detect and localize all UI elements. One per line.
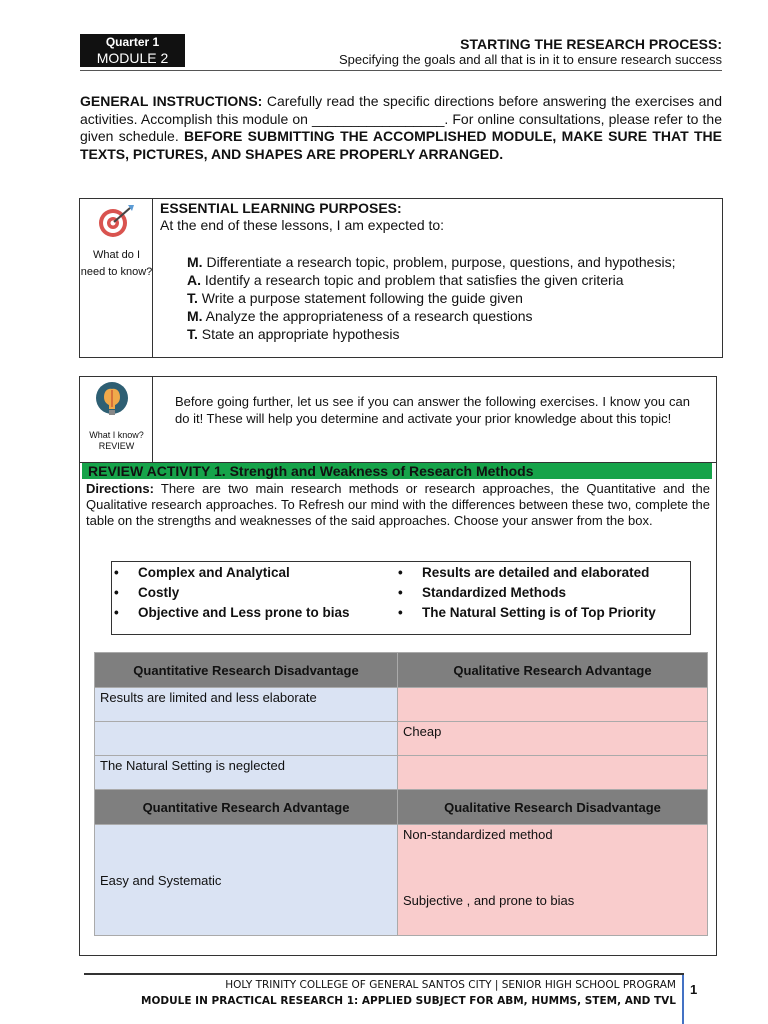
- list-item-text: Write a purpose statement following the guide given: [197, 290, 523, 306]
- target-icon: [96, 203, 136, 239]
- choice-text: Costly: [138, 585, 180, 600]
- bullet-icon: •: [398, 565, 403, 580]
- review-icon-label-2: REVIEW: [98, 441, 135, 451]
- brain-icon: [95, 381, 129, 419]
- list-item: [187, 325, 675, 343]
- header-divider: [80, 70, 722, 71]
- table-header-cell: Qualitative Research Advantage: [398, 653, 708, 688]
- choice-text: Results are detailed and elaborated: [422, 565, 650, 580]
- choices-right-column: [398, 563, 656, 623]
- page-number: 1: [690, 982, 698, 997]
- table-cell: The Natural Setting is neglected: [95, 756, 398, 790]
- learning-title: ESSENTIAL LEARNING PURPOSES:: [160, 200, 402, 216]
- table-cell: [398, 825, 708, 936]
- page-title: STARTING THE RESEARCH PROCESS:: [460, 36, 722, 52]
- answer-choices-box: [111, 561, 691, 635]
- learning-icon-column: [80, 199, 153, 357]
- activity-title: REVIEW ACTIVITY 1. Strength and Weakness of Research Methods: [88, 463, 534, 479]
- general-instructions-text: Carefully read the specific directions before answering the exercises and activities. Accomplish this module on _________________. For online consultations, please refer to the given schedule.: [80, 93, 722, 144]
- choices-left-column: [114, 563, 350, 623]
- table-row: [95, 688, 708, 722]
- list-item: [187, 271, 675, 289]
- list-item: [187, 253, 675, 271]
- footer-text: [141, 977, 676, 1009]
- footer-divider: [84, 973, 684, 975]
- review-icon-column: [80, 377, 153, 462]
- list-item-text: Identify a research topic and problem that satisfies the given criteria: [201, 272, 624, 288]
- header-titles: [339, 36, 722, 68]
- list-item-letter: A.: [187, 272, 201, 288]
- choice-text: Complex and Analytical: [138, 565, 290, 580]
- activity-directions: [86, 481, 710, 529]
- learning-purposes-box: [79, 198, 723, 358]
- choice-text: Standardized Methods: [422, 585, 567, 600]
- learning-icon-label: What do I need to know?: [80, 249, 153, 278]
- list-item-letter: T.: [187, 326, 198, 342]
- general-instructions-emphasis: BEFORE SUBMITTING THE ACCOMPLISHED MODULE, MAKE SURE THAT THE TEXTS, PICTURES, AND SHAPES ARE PROPERLY ARRANGED.: [80, 128, 722, 162]
- choice-text: Objective and Less prone to bias: [138, 605, 350, 620]
- footer-vertical-rule: [682, 975, 684, 1024]
- table-cell-spacer[interactable]: [403, 842, 702, 893]
- footer-module: MODULE IN PRACTICAL RESEARCH 1: APPLIED SUBJECT FOR ABM, HUMMS, STEM, AND TVL: [141, 995, 676, 1007]
- general-instructions-label: GENERAL INSTRUCTIONS:: [80, 93, 263, 109]
- list-item-letter: M.: [187, 254, 203, 270]
- directions-label: Directions:: [86, 481, 154, 496]
- list-item-text: Analyze the appropriateness of a research questions: [202, 308, 533, 324]
- table-row: [95, 722, 708, 756]
- directions-text: There are two main research methods or research approaches, the Quantitative and the Qualitative research approaches. To Refresh our mind with the differences between these two, complete the table on the strengths and weaknesses of the said approaches. Choose your answer from the box.: [86, 481, 710, 528]
- strengths-weaknesses-table: [94, 652, 708, 936]
- table-cell: Results are limited and less elaborate: [95, 688, 398, 722]
- table-header-cell: Qualitative Research Disadvantage: [398, 790, 708, 825]
- table-header-cell: Quantitative Research Advantage: [95, 790, 398, 825]
- table-header-row: [95, 653, 708, 688]
- table-row: [95, 825, 708, 936]
- choice-item: [114, 583, 350, 603]
- table-row: [95, 756, 708, 790]
- choice-item: [398, 563, 656, 583]
- choice-item: [114, 563, 350, 583]
- review-intro: Before going further, let us see if you can answer the following exercises. I know you can do it! These will help you determine and activate your prior knowledge about this topic!: [175, 394, 690, 426]
- bullet-icon: •: [114, 585, 119, 600]
- table-cell-line: Non-standardized method: [403, 827, 553, 842]
- list-item: [187, 307, 675, 325]
- activity-title-bar: [82, 463, 712, 479]
- footer-school: HOLY TRINITY COLLEGE OF GENERAL SANTOS CITY | SENIOR HIGH SCHOOL PROGRAM: [225, 979, 676, 991]
- list-item-letter: M.: [187, 308, 203, 324]
- table-cell[interactable]: [95, 722, 398, 756]
- review-icon-label: [80, 430, 153, 452]
- learning-list: [187, 253, 675, 343]
- choice-text: The Natural Setting is of Top Priority: [422, 605, 656, 620]
- table-cell-line: Subjective , and prone to bias: [403, 893, 575, 908]
- quarter-label: Quarter 1: [105, 35, 160, 49]
- table-header-row: [95, 790, 708, 825]
- bullet-icon: •: [114, 565, 119, 580]
- table-cell: Easy and Systematic: [95, 825, 398, 936]
- list-item-text: Differentiate a research topic, problem, purpose, questions, and hypothesis;: [202, 254, 676, 270]
- table-cell[interactable]: [398, 756, 708, 790]
- list-item-text: State an appropriate hypothesis: [197, 326, 400, 342]
- list-item: [187, 289, 675, 307]
- bullet-icon: •: [114, 605, 119, 620]
- table-cell: Cheap: [398, 722, 708, 756]
- general-instructions: [80, 93, 722, 163]
- bullet-icon: •: [398, 585, 403, 600]
- list-item-letter: T.: [187, 290, 198, 306]
- bullet-icon: •: [398, 605, 403, 620]
- learning-intro: At the end of these lessons, I am expected to:: [160, 217, 445, 233]
- module-label: MODULE 2: [96, 50, 169, 66]
- quarter-module-badge: [80, 34, 185, 67]
- choice-item: [114, 603, 350, 623]
- table-header-cell: Quantitative Research Disadvantage: [95, 653, 398, 688]
- choice-item: [398, 583, 656, 603]
- table-cell[interactable]: [398, 688, 708, 722]
- review-icon-label-1: What I know?: [89, 430, 144, 440]
- page-subtitle: Specifying the goals and all that is in it to ensure research success: [339, 52, 722, 67]
- choice-item: [398, 603, 656, 623]
